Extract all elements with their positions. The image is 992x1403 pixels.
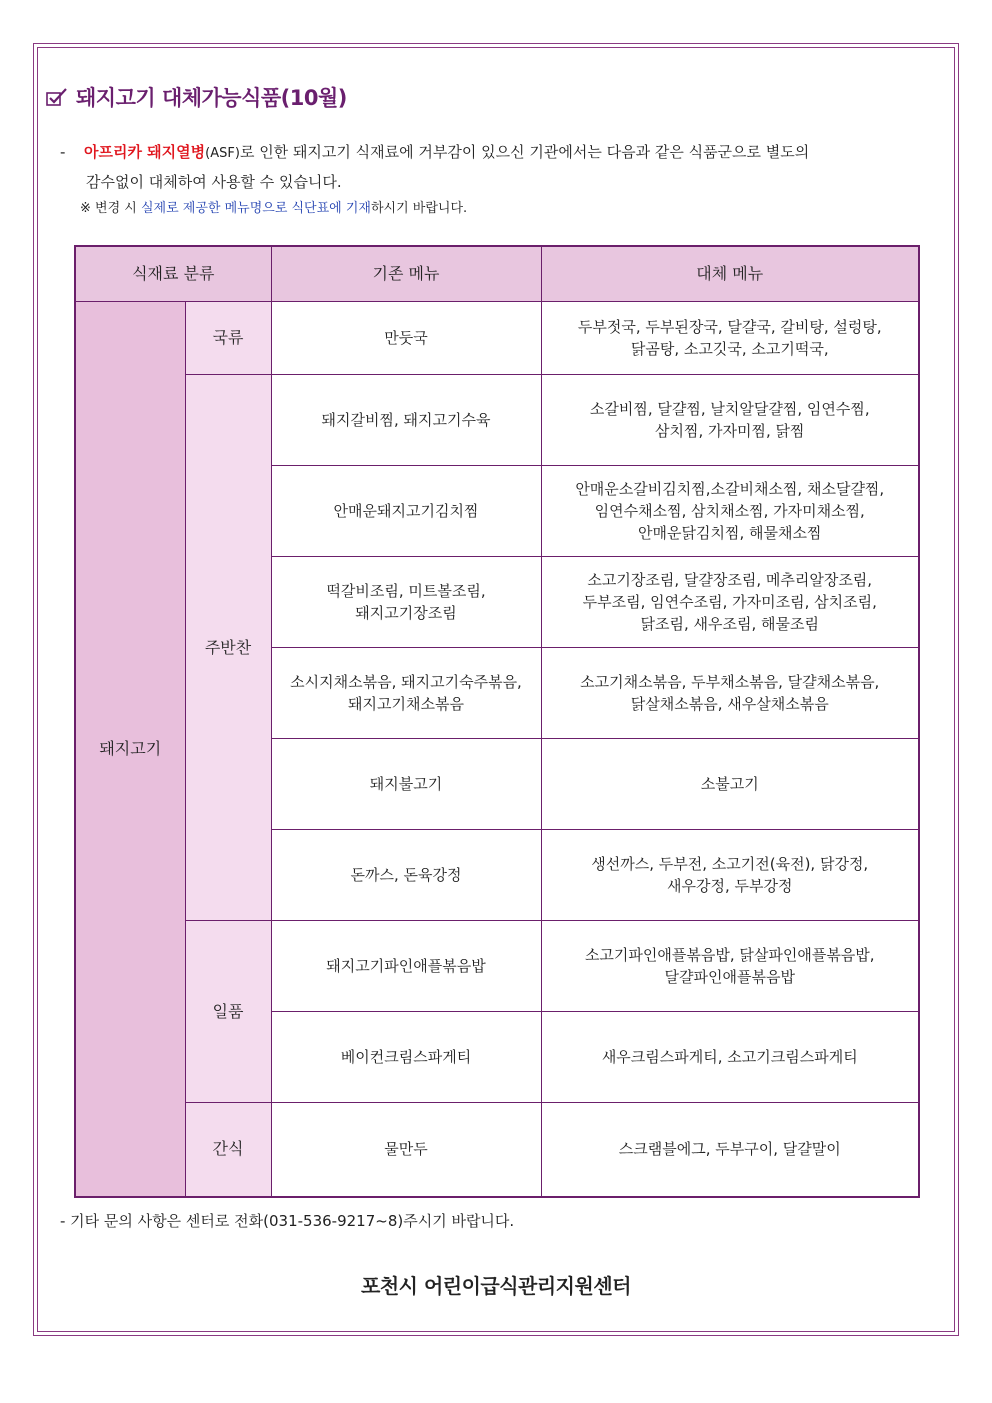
note-suffix: 하시기 바랍니다. bbox=[370, 201, 468, 216]
sub-category-cell: 간식 bbox=[185, 1103, 271, 1197]
header-replacement: 대체 메뉴 bbox=[541, 246, 919, 302]
replacement-menu-cell: 소갈비찜, 달걀찜, 날치알달걀찜, 임연수찜, 삼치찜, 가자미찜, 닭찜 bbox=[541, 375, 919, 466]
existing-menu-cell: 돈까스, 돈육강정 bbox=[271, 830, 541, 921]
replacement-menu-cell: 소고기파인애플볶음밥, 닭살파인애플볶음밥, 달걀파인애플볶음밥 bbox=[541, 921, 919, 1012]
organization-name: 포천시 어린이급식관리지원센터 bbox=[361, 1274, 631, 1298]
existing-menu-cell: 소시지채소볶음, 돼지고기숙주볶음, 돼지고기채소볶음 bbox=[271, 648, 541, 739]
header-existing: 기존 메뉴 bbox=[271, 246, 541, 302]
highlight-asf: 아프리카 돼지열병 bbox=[84, 143, 206, 161]
intro-note bbox=[60, 198, 950, 220]
intro-line1-rest: 로 인한 돼지고기 식재료에 거부감이 있으신 기관에서는 다음과 같은 식품군으로 별도의 bbox=[239, 143, 810, 161]
note-highlight: 실제로 제공한 메뉴명으로 식단표에 기재 bbox=[140, 201, 371, 216]
table-row bbox=[75, 375, 919, 466]
contact-note: - 기타 문의 사항은 센터로 전화(031-536-9217~8)주시기 바랍니다. bbox=[60, 1212, 515, 1230]
existing-menu-cell: 돼지갈비찜, 돼지고기수육 bbox=[271, 375, 541, 466]
replacement-menu-cell: 소고기채소볶음, 두부채소볶음, 달걀채소볶음, 닭살채소볶음, 새우살채소볶음 bbox=[541, 648, 919, 739]
note-prefix: ※ 변경 시 bbox=[80, 201, 141, 216]
substitution-table bbox=[74, 245, 920, 1198]
title-text: 돼지고기 대체가능식품(10월) bbox=[76, 86, 347, 110]
sub-category-cell: 일품 bbox=[185, 921, 271, 1103]
table-row bbox=[75, 921, 919, 1012]
sub-category-cell: 국류 bbox=[185, 302, 271, 375]
existing-menu-cell: 만둣국 bbox=[271, 302, 541, 375]
replacement-menu-cell: 스크램블에그, 두부구이, 달걀말이 bbox=[541, 1103, 919, 1197]
table-row bbox=[75, 302, 919, 375]
replacement-menu-cell: 소고기장조림, 달걀장조림, 메추리알장조림, 두부조림, 임연수조림, 가자미조림, 삼치조림, 닭조림, 새우조림, 해물조림 bbox=[541, 557, 919, 648]
header-category: 식재료 분류 bbox=[75, 246, 271, 302]
checkbox-checked-icon bbox=[46, 87, 68, 107]
intro-line2: 감수없이 대체하여 사용할 수 있습니다. bbox=[86, 173, 342, 191]
page-title bbox=[46, 82, 347, 112]
sub-category-cell: 주반찬 bbox=[185, 375, 271, 921]
replacement-menu-cell: 소불고기 bbox=[541, 739, 919, 830]
existing-menu-cell: 돼지고기파인애플볶음밥 bbox=[271, 921, 541, 1012]
existing-menu-cell: 돼지불고기 bbox=[271, 739, 541, 830]
main-category-cell: 돼지고기 bbox=[75, 302, 185, 1197]
intro-line1 bbox=[84, 138, 809, 168]
existing-menu-cell: 물만두 bbox=[271, 1103, 541, 1197]
replacement-menu-cell: 생선까스, 두부전, 소고기전(육전), 닭강정, 새우강정, 두부강정 bbox=[541, 830, 919, 921]
table-row bbox=[75, 1103, 919, 1197]
replacement-menu-cell: 안매운소갈비김치찜,소갈비채소찜, 채소달걀찜, 임연수채소찜, 삼치채소찜, 가자미채소찜, 안매운닭김치찜, 해물채소찜 bbox=[541, 466, 919, 557]
replacement-menu-cell: 두부젓국, 두부된장국, 달걀국, 갈비탕, 설렁탕, 닭곰탕, 소고깃국, 소고기떡국, bbox=[541, 302, 919, 375]
replacement-menu-cell: 새우크림스파게티, 소고기크림스파게티 bbox=[541, 1012, 919, 1103]
existing-menu-cell: 떡갈비조림, 미트볼조림, 돼지고기장조림 bbox=[271, 557, 541, 648]
intro-text bbox=[60, 138, 950, 220]
existing-menu-cell: 베이컨크림스파게티 bbox=[271, 1012, 541, 1103]
intro-dash: - bbox=[60, 143, 66, 161]
asf-abbrev: (ASF) bbox=[205, 146, 240, 161]
existing-menu-cell: 안매운돼지고기김치찜 bbox=[271, 466, 541, 557]
table-header-row bbox=[75, 246, 919, 302]
